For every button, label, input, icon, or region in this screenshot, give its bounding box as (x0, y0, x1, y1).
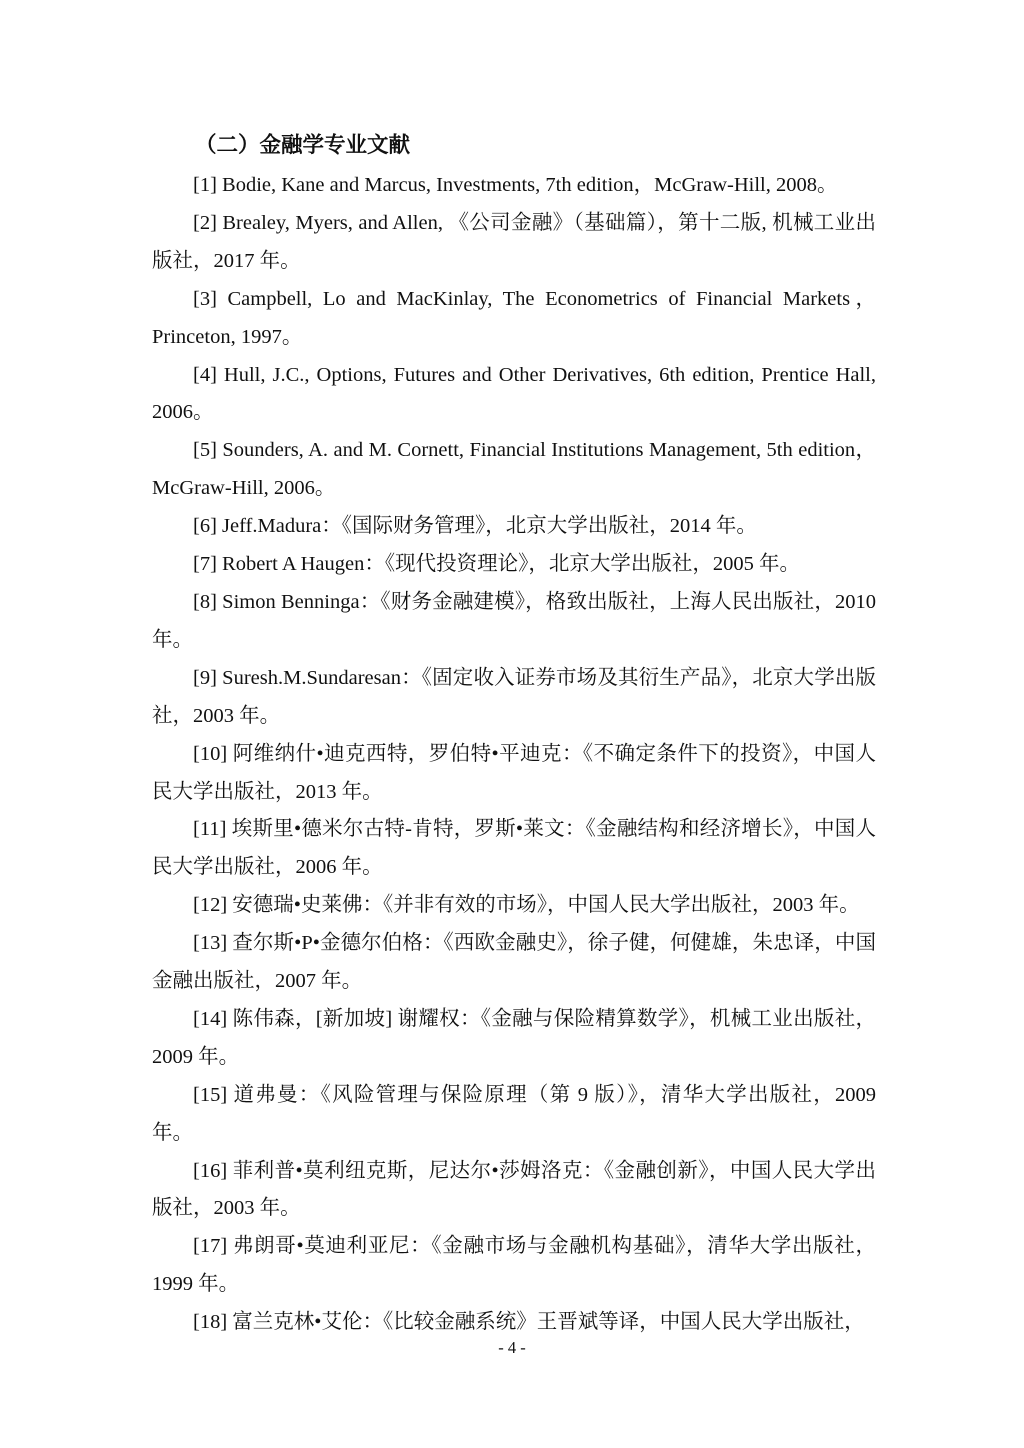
reference-item: [15] 道弗曼：《风险管理与保险原理（第 9 版）》，清华大学出版社，2009 年。 (152, 1083, 876, 1144)
reference-item: [14] 陈伟森，[新加坡] 谢耀权：《金融与保险精算数学》，机械工业出版社，2009 年。 (152, 1007, 876, 1068)
reference-item: [13] 查尔斯•P•金德尔伯格：《西欧金融史》，徐子健，何健雄，朱忠译，中国金融出版社，2007 年。 (152, 932, 876, 993)
reference-item: [12] 安德瑞•史莱佛：《并非有效的市场》，中国人民大学出版社，2003 年。 (193, 894, 860, 917)
reference-item: [3] Campbell, Lo and MacKinlay, The Econometrics of Financial Markets，Princeton, 1997。 (152, 287, 876, 348)
bibliography-section (152, 126, 876, 1342)
reference-item: [16] 菲利普•莫利纽克斯，尼达尔•莎姆洛克：《金融创新》，中国人民大学出版社，2003 年。 (152, 1159, 876, 1220)
reference-item: [9] Suresh.M.Sundaresan：《固定收入证券市场及其衍生产品》，北京大学出版社，2003 年。 (152, 666, 876, 727)
reference-item: [11] 埃斯里•德米尔古特-肯特，罗斯•莱文：《金融结构和经济增长》，中国人民大学出版社，2006 年。 (152, 818, 876, 879)
page-number: - 4 - (498, 1338, 526, 1357)
reference-item: [1] Bodie, Kane and Marcus, Investments, 7th edition，McGraw-Hill, 2008。 (193, 174, 838, 196)
reference-item: [7] Robert A Haugen：《现代投资理论》，北京大学出版社，2005 年。 (193, 553, 800, 576)
section-heading: （二）金融学专业文献 (195, 133, 411, 157)
reference-item: [5] Sounders, A. and M. Cornett, Financial Institutions Management, 5th edition，McGraw-Hill, 2006。 (152, 439, 876, 500)
reference-item: [8] Simon Benninga：《财务金融建模》，格致出版社，上海人民出版社，2010 年。 (152, 590, 876, 651)
reference-item: [2] Brealey, Myers, and Allen, 《公司金融》（基础篇），第十二版, 机械工业出版社，2017 年。 (152, 211, 876, 272)
reference-item: [6] Jeff.Madura：《国际财务管理》，北京大学出版社，2014 年。 (193, 515, 757, 538)
reference-item: [10] 阿维纳什•迪克西特，罗伯特•平迪克：《不确定条件下的投资》，中国人民大学出版社，2013 年。 (152, 742, 876, 803)
reference-item: [4] Hull, J.C., Options, Futures and Other Derivatives, 6th edition, Prentice Hall, 2006。 (152, 363, 876, 424)
reference-item: [17] 弗朗哥•莫迪利亚尼：《金融市场与金融机构基础》，清华大学出版社，1999 年。 (152, 1235, 876, 1296)
reference-item: [18] 富兰克林•艾伦：《比较金融系统》王晋斌等译，中国人民大学出版社， (193, 1311, 865, 1334)
